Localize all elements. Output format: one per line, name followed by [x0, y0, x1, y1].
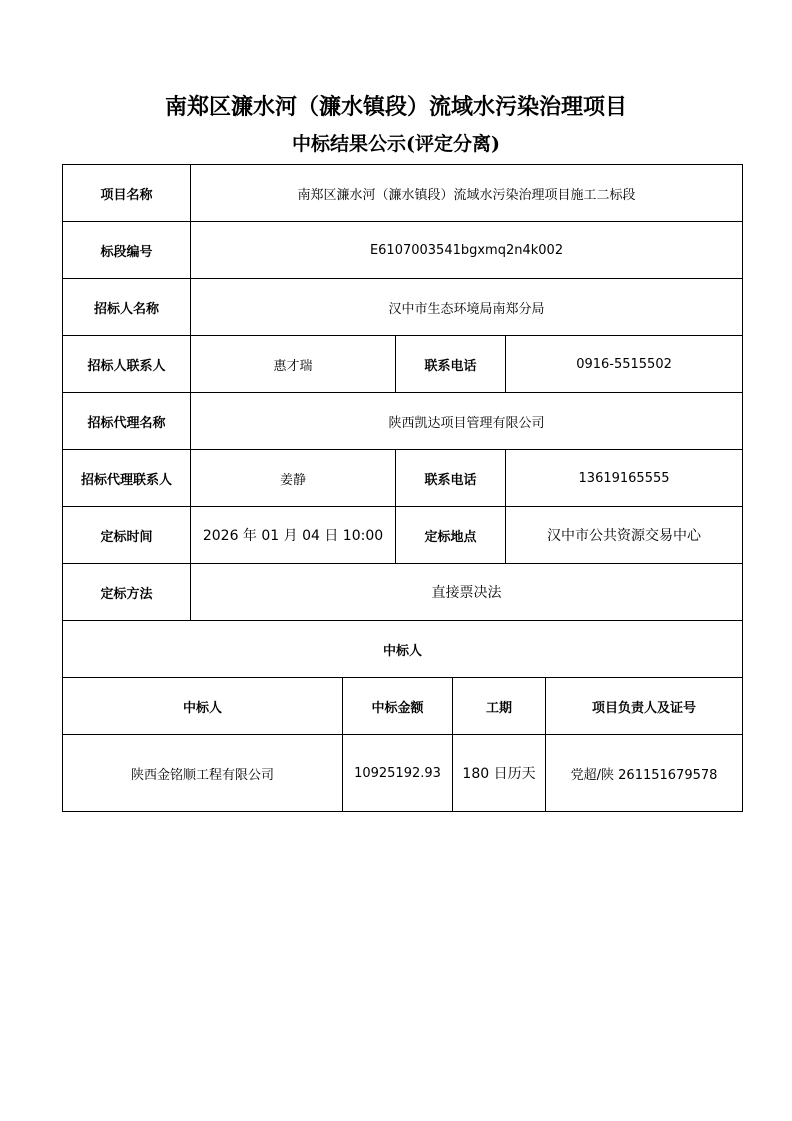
page-title: 南郑区濂水河（濂水镇段）流域水污染治理项目: [164, 94, 627, 120]
winner-header-company: 中标人: [63, 678, 343, 735]
tenderer-phone-label: 联系电话: [396, 336, 506, 393]
agent-contact-value: 姜静: [191, 450, 396, 507]
tenderer-contact-label: 招标人联系人: [63, 336, 191, 393]
table-row-agent-name: [63, 393, 743, 450]
table-row-winner-headers: [63, 678, 743, 735]
winner-amount: 10925192.93: [343, 735, 453, 812]
winner-section-title: 中标人: [63, 621, 743, 678]
agent-name-value: 陕西凯达项目管理有限公司: [191, 393, 743, 450]
table-row-tenderer-contact: [63, 336, 743, 393]
winner-header-amount: 中标金额: [343, 678, 453, 735]
agent-contact-label: 招标代理联系人: [63, 450, 191, 507]
winner-period: 180 日历天: [453, 735, 546, 812]
section-number-value: E6107003541bgxmq2n4k002: [191, 222, 743, 279]
table-row-tenderer-name: [63, 279, 743, 336]
tenderer-contact-value: 惠才瑞: [191, 336, 396, 393]
project-name-value: 南郑区濂水河（濂水镇段）流域水污染治理项目施工二标段: [191, 165, 743, 222]
table-row-agent-contact: [63, 450, 743, 507]
award-method-value: 直接票决法: [191, 564, 743, 621]
section-number-label: 标段编号: [63, 222, 191, 279]
winner-header-period: 工期: [453, 678, 546, 735]
winner-company: 陕西金铭顺工程有限公司: [63, 735, 343, 812]
award-time-value: 2026 年 01 月 04 日 10:00: [191, 507, 396, 564]
tenderer-name-label: 招标人名称: [63, 279, 191, 336]
table-row-section-number: [63, 222, 743, 279]
page-subtitle: 中标结果公示(评定分离): [292, 133, 500, 155]
table-row-winner-section: [63, 621, 743, 678]
award-place-value: 汉中市公共资源交易中心: [506, 507, 743, 564]
winner-header-manager: 项目负责人及证号: [546, 678, 743, 735]
tenderer-name-value: 汉中市生态环境局南郑分局: [191, 279, 743, 336]
project-name-label: 项目名称: [63, 165, 191, 222]
tenderer-phone-value: 0916-5515502: [506, 336, 743, 393]
award-method-label: 定标方法: [63, 564, 191, 621]
agent-name-label: 招标代理名称: [63, 393, 191, 450]
award-time-label: 定标时间: [63, 507, 191, 564]
agent-phone-value: 13619165555: [506, 450, 743, 507]
table-row: [63, 735, 743, 812]
table-row-project-name: [63, 165, 743, 222]
winner-manager: 党超/陕 261151679578: [546, 735, 743, 812]
table-row-award-method: [63, 564, 743, 621]
agent-phone-label: 联系电话: [396, 450, 506, 507]
award-place-label: 定标地点: [396, 507, 506, 564]
bid-result-table: [62, 164, 743, 812]
table-row-award-time: [63, 507, 743, 564]
